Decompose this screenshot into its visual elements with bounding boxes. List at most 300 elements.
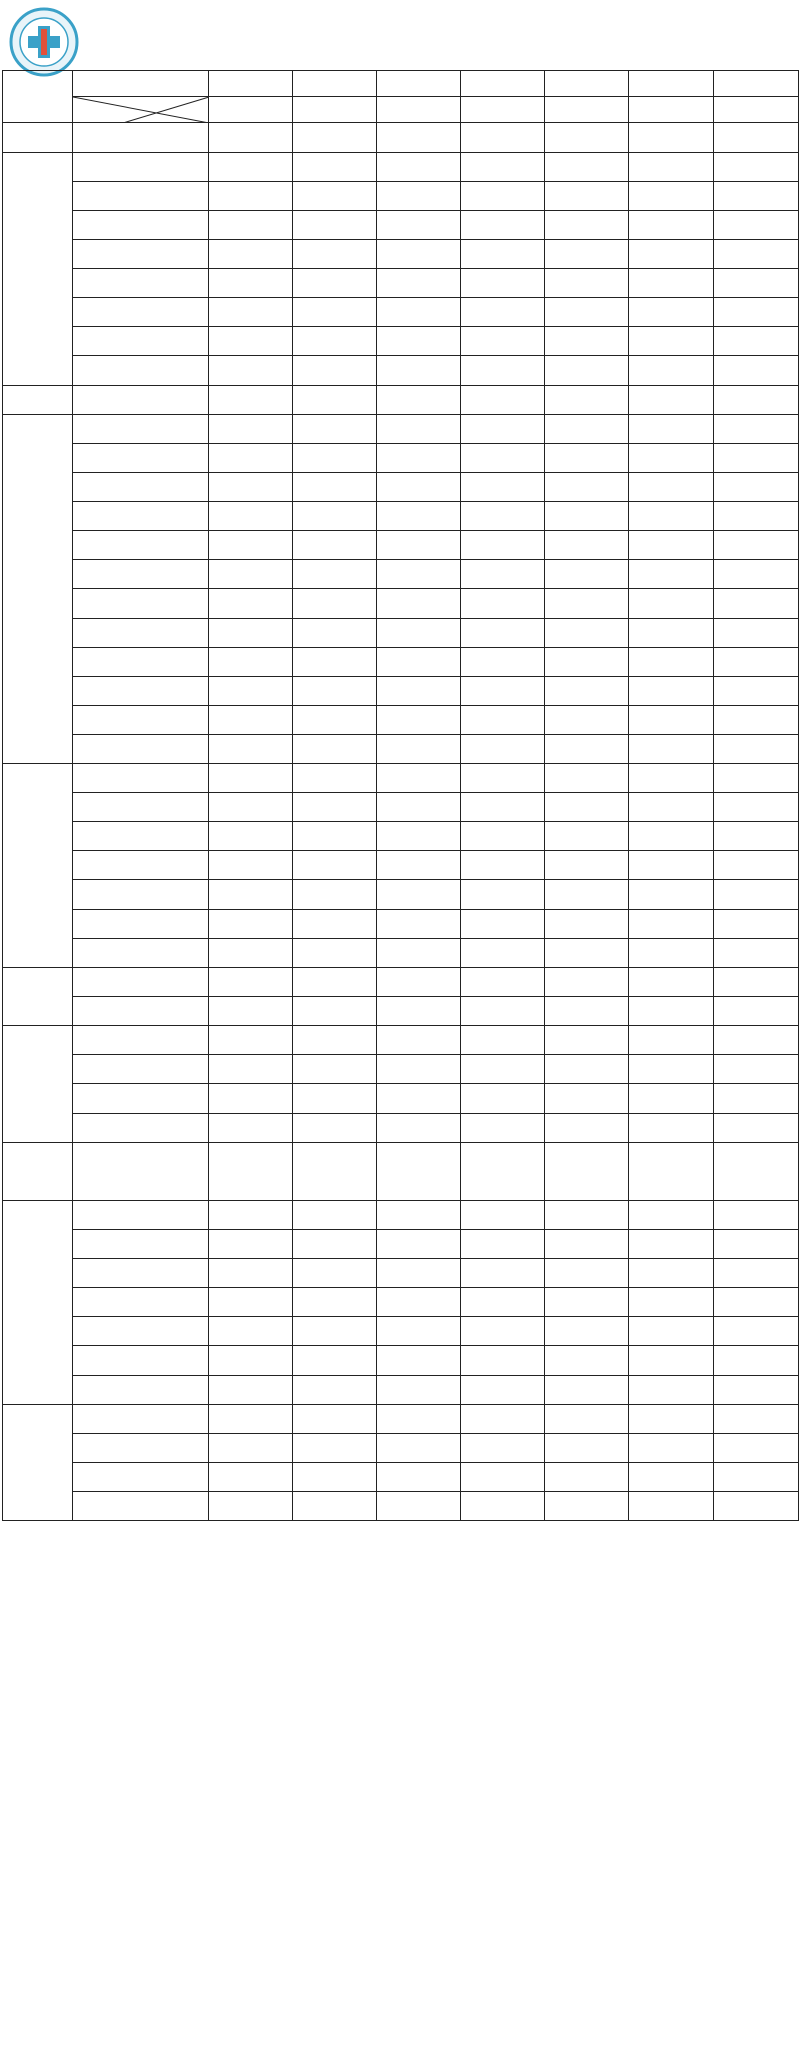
table-row — [3, 1405, 799, 1434]
doctor-cell — [629, 502, 714, 531]
doctor-cell — [714, 444, 799, 473]
doctor-cell — [377, 648, 461, 677]
doctor-cell — [629, 1463, 714, 1492]
department-cell — [73, 1084, 209, 1114]
doctor-cell — [545, 531, 629, 560]
doctor-cell — [629, 298, 714, 327]
doctor-cell — [545, 1317, 629, 1346]
table-row — [3, 619, 799, 648]
doctor-cell — [629, 1114, 714, 1143]
date-cell — [377, 71, 461, 97]
table-row — [3, 1084, 799, 1114]
doctor-cell — [545, 822, 629, 851]
doctor-cell — [629, 1405, 714, 1434]
doctor-cell — [545, 356, 629, 386]
doctor-cell — [377, 1463, 461, 1492]
department-cell — [73, 415, 209, 444]
doctor-cell — [545, 473, 629, 502]
doctor-cell — [461, 356, 545, 386]
doctor-cell — [545, 386, 629, 415]
doctor-cell — [461, 444, 545, 473]
doctor-cell — [545, 444, 629, 473]
doctor-cell — [629, 1259, 714, 1288]
doctor-cell — [293, 735, 377, 764]
doctor-cell — [377, 735, 461, 764]
doctor-cell — [714, 677, 799, 706]
doctor-cell — [461, 1346, 545, 1376]
doctor-cell — [293, 1376, 377, 1405]
table-row — [3, 444, 799, 473]
floor-cell — [3, 1201, 73, 1405]
department-cell — [73, 356, 209, 386]
doctor-cell — [714, 531, 799, 560]
doctor-cell — [209, 822, 293, 851]
doctor-cell — [293, 706, 377, 735]
doctor-cell — [377, 764, 461, 793]
department-cell — [73, 1346, 209, 1376]
doctor-cell — [629, 1230, 714, 1259]
doctor-cell — [377, 1434, 461, 1463]
table-row — [3, 298, 799, 327]
doctor-cell — [714, 706, 799, 735]
table-row — [3, 153, 799, 182]
doctor-cell — [545, 1288, 629, 1317]
doctor-cell — [714, 356, 799, 386]
doctor-cell — [714, 298, 799, 327]
doctor-cell — [545, 968, 629, 997]
doctor-cell — [377, 327, 461, 356]
doctor-cell — [629, 531, 714, 560]
doctor-cell — [209, 415, 293, 444]
doctor-cell — [461, 327, 545, 356]
doctor-cell — [629, 1376, 714, 1405]
doctor-cell — [461, 1405, 545, 1434]
table-row — [3, 997, 799, 1026]
doctor-cell — [209, 182, 293, 211]
table-row — [3, 880, 799, 910]
doctor-cell — [461, 502, 545, 531]
doctor-cell — [377, 1288, 461, 1317]
doctor-cell — [545, 1346, 629, 1376]
doctor-cell — [461, 415, 545, 444]
doctor-cell — [377, 822, 461, 851]
doctor-cell — [714, 822, 799, 851]
doctor-cell — [629, 1434, 714, 1463]
doctor-cell — [293, 327, 377, 356]
doctor-cell — [209, 356, 293, 386]
doctor-cell — [629, 735, 714, 764]
floor-cell — [3, 153, 73, 386]
doctor-cell — [209, 910, 293, 939]
doctor-cell — [377, 298, 461, 327]
doctor-cell — [714, 182, 799, 211]
department-cell — [73, 1463, 209, 1492]
doctor-cell — [629, 327, 714, 356]
doctor-cell — [714, 123, 799, 153]
doctor-cell — [629, 444, 714, 473]
doctor-cell — [209, 502, 293, 531]
table-row — [3, 735, 799, 764]
doctor-cell — [714, 211, 799, 240]
doctor-cell — [377, 531, 461, 560]
doctor-cell — [377, 880, 461, 910]
doctor-cell — [377, 1317, 461, 1346]
doctor-cell — [377, 502, 461, 531]
doctor-cell — [377, 1492, 461, 1521]
date-cell — [714, 71, 799, 97]
doctor-cell — [293, 1346, 377, 1376]
doctor-cell — [545, 1405, 629, 1434]
doctor-cell — [293, 531, 377, 560]
doctor-cell — [545, 560, 629, 589]
doctor-cell — [461, 240, 545, 269]
doctor-cell — [714, 619, 799, 648]
table-row — [3, 648, 799, 677]
doctor-cell — [629, 1201, 714, 1230]
doctor-cell — [209, 269, 293, 298]
doctor-cell — [377, 939, 461, 968]
doctor-cell — [461, 1492, 545, 1521]
doctor-cell — [461, 298, 545, 327]
doctor-cell — [461, 153, 545, 182]
table-row — [3, 1463, 799, 1492]
doctor-cell — [545, 1434, 629, 1463]
table-row — [3, 1492, 799, 1521]
doctor-cell — [545, 240, 629, 269]
doctor-cell — [209, 968, 293, 997]
doctor-cell — [293, 677, 377, 706]
doctor-cell — [293, 1055, 377, 1084]
table-row — [3, 386, 799, 415]
doctor-cell — [545, 677, 629, 706]
doctor-cell — [629, 473, 714, 502]
table-row — [3, 851, 799, 880]
doctor-cell — [714, 851, 799, 880]
table-row — [3, 764, 799, 793]
table-row — [3, 1434, 799, 1463]
doctor-cell — [209, 1259, 293, 1288]
doctor-cell — [629, 386, 714, 415]
doctor-cell — [629, 910, 714, 939]
department-cell — [73, 851, 209, 880]
department-cell — [73, 764, 209, 793]
table-row — [3, 1143, 799, 1201]
doctor-cell — [629, 153, 714, 182]
doctor-cell — [545, 123, 629, 153]
doctor-cell — [461, 560, 545, 589]
doctor-cell — [209, 735, 293, 764]
doctor-cell — [461, 386, 545, 415]
doctor-cell — [714, 910, 799, 939]
doctor-cell — [629, 415, 714, 444]
table-row — [3, 1259, 799, 1288]
doctor-cell — [377, 182, 461, 211]
doctor-cell — [209, 531, 293, 560]
doctor-cell — [377, 1114, 461, 1143]
doctor-cell — [293, 1084, 377, 1114]
doctor-cell — [714, 1376, 799, 1405]
header-weekday-row — [3, 97, 799, 123]
department-cell — [73, 880, 209, 910]
floor-cell — [3, 415, 73, 764]
doctor-cell — [629, 1055, 714, 1084]
table-row — [3, 415, 799, 444]
doctor-cell — [209, 619, 293, 648]
table-row — [3, 356, 799, 386]
doctor-cell — [377, 269, 461, 298]
table-row — [3, 968, 799, 997]
doctor-cell — [293, 880, 377, 910]
floor-cell — [3, 1143, 73, 1201]
doctor-cell — [209, 589, 293, 619]
doctor-cell — [714, 473, 799, 502]
doctor-cell — [209, 1405, 293, 1434]
doctor-cell — [629, 1288, 714, 1317]
doctor-cell — [209, 997, 293, 1026]
doctor-cell — [461, 793, 545, 822]
doctor-cell — [629, 589, 714, 619]
doctor-cell — [293, 240, 377, 269]
doctor-cell — [461, 822, 545, 851]
doctor-cell — [293, 1114, 377, 1143]
department-cell — [73, 1288, 209, 1317]
doctor-cell — [293, 153, 377, 182]
doctor-cell — [714, 1084, 799, 1114]
doctor-cell — [377, 1346, 461, 1376]
doctor-cell — [377, 473, 461, 502]
doctor-cell — [461, 1434, 545, 1463]
doctor-cell — [714, 1143, 799, 1201]
weekday-cell — [461, 97, 545, 123]
doctor-cell — [545, 298, 629, 327]
doctor-cell — [545, 589, 629, 619]
doctor-cell — [209, 153, 293, 182]
table-row — [3, 1114, 799, 1143]
doctor-cell — [714, 240, 799, 269]
doctor-cell — [209, 648, 293, 677]
doctor-cell — [545, 1230, 629, 1259]
doctor-cell — [461, 1114, 545, 1143]
date-cell — [545, 71, 629, 97]
doctor-cell — [461, 589, 545, 619]
doctor-cell — [545, 997, 629, 1026]
doctor-cell — [714, 880, 799, 910]
doctor-cell — [545, 851, 629, 880]
doctor-cell — [461, 706, 545, 735]
table-row — [3, 793, 799, 822]
department-cell — [73, 997, 209, 1026]
doctor-cell — [545, 415, 629, 444]
doctor-cell — [545, 764, 629, 793]
doctor-cell — [545, 1114, 629, 1143]
doctor-cell — [461, 968, 545, 997]
doctor-cell — [629, 968, 714, 997]
doctor-cell — [714, 386, 799, 415]
doctor-cell — [293, 211, 377, 240]
table-row — [3, 531, 799, 560]
doctor-cell — [293, 1317, 377, 1346]
doctor-cell — [461, 997, 545, 1026]
doctor-cell — [545, 619, 629, 648]
department-cell — [73, 153, 209, 182]
doctor-cell — [629, 240, 714, 269]
doctor-cell — [629, 269, 714, 298]
doctor-cell — [461, 1463, 545, 1492]
weekday-cell — [377, 97, 461, 123]
doctor-cell — [714, 1346, 799, 1376]
table-row — [3, 240, 799, 269]
doctor-cell — [293, 793, 377, 822]
corner-diagonal-cell — [73, 97, 209, 123]
table-row — [3, 473, 799, 502]
doctor-cell — [629, 764, 714, 793]
doctor-cell — [714, 735, 799, 764]
department-cell — [73, 269, 209, 298]
doctor-cell — [714, 1463, 799, 1492]
doctor-cell — [629, 851, 714, 880]
doctor-cell — [545, 269, 629, 298]
table-row — [3, 1288, 799, 1317]
table-row — [3, 677, 799, 706]
doctor-cell — [629, 1346, 714, 1376]
doctor-cell — [461, 1084, 545, 1114]
doctor-cell — [629, 880, 714, 910]
table-row — [3, 910, 799, 939]
doctor-cell — [714, 502, 799, 531]
doctor-cell — [545, 327, 629, 356]
doctor-cell — [545, 1201, 629, 1230]
doctor-cell — [545, 706, 629, 735]
doctor-cell — [377, 211, 461, 240]
doctor-cell — [461, 677, 545, 706]
department-cell — [73, 619, 209, 648]
table-row — [3, 1346, 799, 1376]
doctor-cell — [293, 298, 377, 327]
doctor-cell — [377, 1055, 461, 1084]
doctor-cell — [377, 560, 461, 589]
doctor-cell — [293, 648, 377, 677]
doctor-cell — [209, 123, 293, 153]
date-cell — [461, 71, 545, 97]
doctor-cell — [209, 1230, 293, 1259]
doctor-cell — [461, 211, 545, 240]
floor-cell — [3, 968, 73, 1026]
date-cell — [293, 71, 377, 97]
doctor-cell — [293, 764, 377, 793]
doctor-cell — [293, 589, 377, 619]
doctor-cell — [629, 123, 714, 153]
doctor-cell — [377, 851, 461, 880]
schedule-table — [2, 70, 799, 1521]
doctor-cell — [629, 939, 714, 968]
doctor-cell — [209, 1346, 293, 1376]
doctor-cell — [629, 211, 714, 240]
doctor-cell — [209, 793, 293, 822]
department-cell — [73, 560, 209, 589]
doctor-cell — [461, 1026, 545, 1055]
doctor-cell — [714, 1492, 799, 1521]
doctor-cell — [209, 1492, 293, 1521]
department-cell — [73, 735, 209, 764]
doctor-cell — [629, 182, 714, 211]
doctor-cell — [209, 1201, 293, 1230]
doctor-cell — [545, 153, 629, 182]
doctor-cell — [377, 1230, 461, 1259]
doctor-cell — [461, 1288, 545, 1317]
doctor-cell — [545, 1055, 629, 1084]
table-row — [3, 123, 799, 153]
table-row — [3, 211, 799, 240]
doctor-cell — [209, 1084, 293, 1114]
doctor-cell — [461, 473, 545, 502]
doctor-cell — [293, 851, 377, 880]
doctor-cell — [377, 356, 461, 386]
doctor-cell — [377, 386, 461, 415]
doctor-cell — [629, 1492, 714, 1521]
doctor-cell — [714, 269, 799, 298]
doctor-cell — [461, 910, 545, 939]
doctor-cell — [545, 182, 629, 211]
doctor-cell — [629, 822, 714, 851]
department-cell — [73, 1143, 209, 1201]
doctor-cell — [293, 356, 377, 386]
doctor-cell — [377, 123, 461, 153]
doctor-cell — [377, 1201, 461, 1230]
doctor-cell — [461, 764, 545, 793]
doctor-cell — [209, 880, 293, 910]
weekday-cell — [714, 97, 799, 123]
doctor-cell — [209, 764, 293, 793]
doctor-cell — [377, 415, 461, 444]
doctor-cell — [545, 648, 629, 677]
doctor-cell — [209, 327, 293, 356]
department-cell — [73, 531, 209, 560]
doctor-cell — [209, 560, 293, 589]
doctor-cell — [714, 997, 799, 1026]
doctor-cell — [714, 153, 799, 182]
doctor-cell — [461, 1259, 545, 1288]
doctor-cell — [629, 648, 714, 677]
table-row — [3, 822, 799, 851]
doctor-cell — [209, 939, 293, 968]
doctor-cell — [377, 1376, 461, 1405]
doctor-cell — [293, 386, 377, 415]
doctor-cell — [629, 793, 714, 822]
doctor-cell — [377, 910, 461, 939]
doctor-cell — [714, 1259, 799, 1288]
doctor-cell — [629, 1143, 714, 1201]
doctor-cell — [461, 1317, 545, 1346]
department-cell — [73, 1055, 209, 1084]
doctor-cell — [629, 1026, 714, 1055]
doctor-cell — [714, 648, 799, 677]
doctor-cell — [377, 240, 461, 269]
doctor-cell — [293, 444, 377, 473]
doctor-cell — [293, 182, 377, 211]
doctor-cell — [293, 939, 377, 968]
department-cell — [73, 589, 209, 619]
doctor-cell — [293, 910, 377, 939]
doctor-cell — [461, 735, 545, 764]
doctor-cell — [714, 968, 799, 997]
doctor-cell — [377, 1259, 461, 1288]
doctor-cell — [293, 1492, 377, 1521]
doctor-cell — [293, 1230, 377, 1259]
doctor-cell — [629, 1084, 714, 1114]
doctor-cell — [209, 1434, 293, 1463]
doctor-cell — [714, 1201, 799, 1230]
table-row — [3, 1026, 799, 1055]
